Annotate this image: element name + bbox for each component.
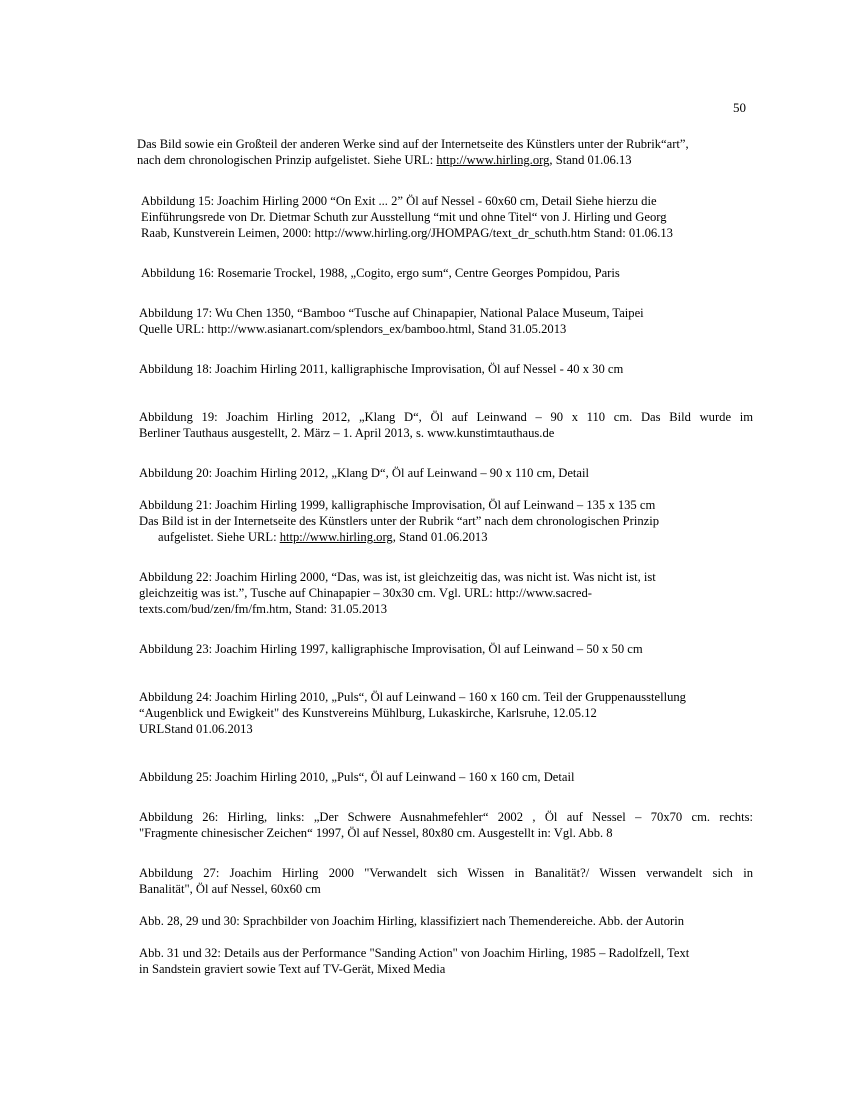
caption-abbildung-15: [141, 193, 761, 242]
hirling-link[interactable]: http://www.hirling.org: [436, 153, 550, 168]
caption-abbildung-21: [139, 497, 759, 546]
text-line: Abbildung 21: Joachim Hirling 1999, kalligraphische Improvisation, Öl auf Leinwand – 135 x 135 cm: [139, 498, 656, 512]
text-line: "Fragmente chinesischer Zeichen“ 1997, Öl auf Nessel, 80x80 cm. Ausgestellt in: Vgl. Abb. 8: [139, 826, 613, 841]
caption-abbildung-23: [139, 641, 759, 657]
text-line: “Augenblick und Ewigkeit" des Kunstvereins Mühlburg, Lukaskirche, Karlsruhe, 12.05.12: [139, 706, 597, 721]
text-line: Abb. 31 und 32: Details aus der Performance "Sanding Action" von Joachim Hirling, 1985 – Radolfzell, Text: [139, 946, 690, 960]
text-line: Abbildung 20: Joachim Hirling 2012, „Klang D“, Öl auf Leinwand – 90 x 110 cm, Detail: [139, 466, 590, 480]
caption-abbildung-27: [139, 865, 753, 897]
text-line: in Sandstein graviert sowie Text auf TV-Gerät, Mixed Media: [139, 962, 446, 977]
text-segment: , Stand 01.06.2013: [392, 530, 488, 545]
caption-abbildung-19: [139, 409, 753, 441]
text-line: URLStand 01.06.2013: [139, 722, 253, 737]
caption-abbildung-20: [139, 465, 759, 481]
text-line: Abbildung 26: Hirling, links: „Der Schwere Ausnahmefehler“ 2002 , Öl auf Nessel – 70x70 cm. rechts:: [139, 810, 753, 824]
text-segment: , Stand 01.06.13: [549, 153, 632, 168]
text-line: Abbildung 16: Rosemarie Trockel, 1988, „Cogito, ergo sum“, Centre Georges Pompidou, Paris: [141, 266, 620, 280]
text-line: Abb. 28, 29 und 30: Sprachbilder von Joachim Hirling, klassifiziert nach Themendereiche. Abb. der Autorin: [139, 914, 685, 928]
text-line: Abbildung 25: Joachim Hirling 2010, „Puls“, Öl auf Leinwand – 160 x 160 cm, Detail: [139, 770, 575, 784]
intro-paragraph: [137, 136, 757, 168]
text-line: Einführungsrede von Dr. Dietmar Schuth zur Ausstellung “mit und ohne Titel“ von J. Hirling und Georg: [141, 210, 667, 225]
caption-abbildung-22: [139, 569, 759, 618]
caption-abbildung-17: [139, 305, 759, 337]
text-line: Quelle URL: http://www.asianart.com/splendors_ex/bamboo.html, Stand 31.05.2013: [139, 322, 567, 337]
text-line: Das Bild ist in der Internetseite des Künstlers unter der Rubrik “art” nach dem chronologischen Prinzip: [139, 514, 660, 529]
text-segment: aufgelistet. Siehe URL:: [158, 530, 280, 545]
text-segment: nach dem chronologischen Prinzip aufgelistet. Siehe URL:: [137, 153, 437, 168]
text-line: Abbildung 15: Joachim Hirling 2000 “On Exit ... 2” Öl auf Nessel - 60x60 cm, Detail Siehe hierzu die: [141, 194, 657, 208]
caption-abb-28-29-30: [139, 913, 759, 929]
caption-abbildung-26: [139, 809, 753, 841]
caption-abb-31-32: [139, 945, 759, 977]
caption-abbildung-24: [139, 689, 759, 738]
text-line: [139, 529, 759, 545]
caption-abbildung-18: [139, 361, 759, 377]
text-line: [137, 152, 757, 168]
caption-abbildung-16: [141, 265, 761, 281]
text-line: Abbildung 27: Joachim Hirling 2000 "Verwandelt sich Wissen in Banalität?/ Wissen verwandelt sich in: [139, 866, 753, 880]
text-line: [137, 136, 757, 152]
text-line: Abbildung 19: Joachim Hirling 2012, „Klang D“, Öl auf Leinwand – 90 x 110 cm. Das Bild wurde im: [139, 410, 753, 424]
text-line: Abbildung 23: Joachim Hirling 1997, kalligraphische Improvisation, Öl auf Leinwand – 50 x 50 cm: [139, 642, 643, 656]
page-number: 50: [733, 100, 746, 115]
text-line: Banalität", Öl auf Nessel, 60x60 cm: [139, 882, 321, 897]
text-line: Abbildung 17: Wu Chen 1350, “Bamboo “Tusche auf Chinapapier, National Palace Museum, Taipei: [139, 306, 644, 320]
text-line: Abbildung 24: Joachim Hirling 2010, „Puls“, Öl auf Leinwand – 160 x 160 cm. Teil der Gruppenausstellung: [139, 690, 686, 704]
text-line: Berliner Tauthaus ausgestellt, 2. März – 1. April 2013, s. www.kunstimtauthaus.de: [139, 426, 555, 441]
text-line: Abbildung 18: Joachim Hirling 2011, kalligraphische Improvisation, Öl auf Nessel - 40 x 30 cm: [139, 362, 624, 376]
caption-abbildung-25: [139, 769, 759, 785]
text-line: texts.com/bud/zen/fm/fm.htm, Stand: 31.05.2013: [139, 602, 388, 617]
hirling-link[interactable]: http://www.hirling.org: [279, 530, 393, 545]
text-line: Raab, Kunstverein Leimen, 2000: http://www.hirling.org/JHOMPAG/text_dr_schuth.htm Stand: 01.06.13: [141, 226, 673, 241]
text-segment: Das Bild sowie ein Großteil der anderen Werke sind auf der Internetseite des Künstlers unter der Rubrik“art”,: [137, 137, 689, 151]
text-line: Abbildung 22: Joachim Hirling 2000, “Das, was ist, ist gleichzeitig das, was nicht ist. Was nicht ist, ist: [139, 570, 656, 584]
text-line: gleichzeitig was ist.”, Tusche auf Chinapapier – 30x30 cm. Vgl. URL: http://www.sacred-: [139, 586, 592, 601]
